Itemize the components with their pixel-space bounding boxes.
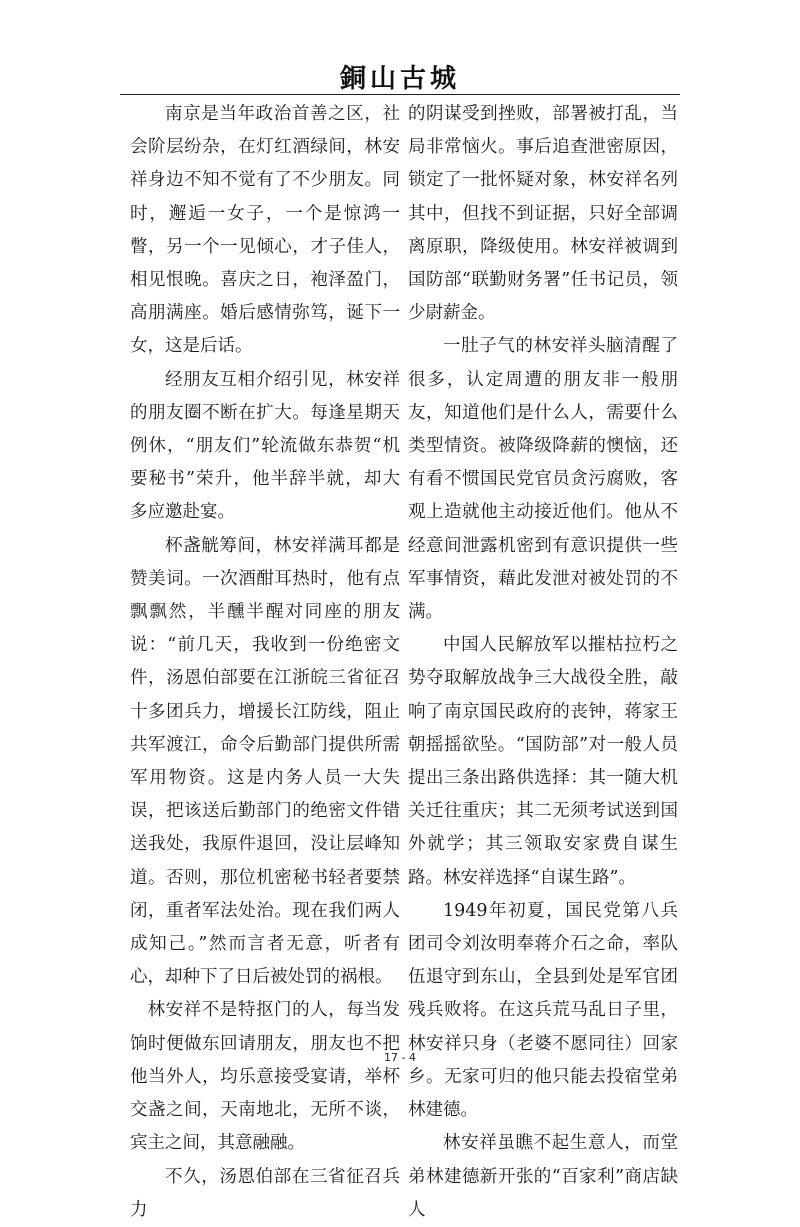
header-divider — [120, 94, 680, 95]
paragraph: 林安祥不是特抠门的人，每当发饷时便做东回请朋友，朋友也不把他当外人，均乐意接受宴请，举杯交盏之间，天南地北，无所不谈，宾主之间，其意融融。 — [130, 1000, 400, 1154]
page-header-title: 銅山古城 — [339, 64, 460, 94]
paragraph: 不久，汤恩伯部在三省征召兵力 — [130, 1166, 400, 1220]
page-number: 17 - 4 — [384, 1051, 416, 1064]
paragraph: 的阴谋受到挫败，部署被打乱，当局非常恼火。事后追查泄密原因，锁定了一批怀疑对象，林安祥名列其中，但找不到证据，只好全部调离原职，降级使用。林安祥被调到国防部“联勤财务署”任书记员，领少尉薪金。 — [408, 104, 678, 324]
paragraph: 林安祥虽瞧不起生意人，而堂弟林建德新开张的“百家利”商店缺人 — [408, 1133, 678, 1220]
paragraph: 经朋友互相介绍引见，林安祥的朋友圈不断在扩大。每逢星期天例休，“朋友们”轮流做东恭贺“机要秘书”荣升，他半辞半就，却大多应邀赴宴。 — [130, 369, 400, 523]
paragraph: 中国人民解放军以摧枯拉朽之势夺取解放战争三大战役全胜，敲响了南京国民政府的丧钟，蒋家王朝摇摇欲坠。“国防部”对一般人员提出三条出路供选择：其一随大机关迁往重庆；其二无须考试送到国外就学；其三领取安家费自谋生路。林安祥选择“自谋生路”。 — [408, 635, 678, 888]
paragraph: 南京是当年政治首善之区，社会阶层纷杂，在灯红酒绿间，林安祥身边不知不觉有了不少朋友。同时，邂逅一女子，一个是惊鸿一瞥，另一个一见倾心，才子佳人，相见恨晚。喜庆之日，袍泽盈门，高朋满座。婚后感情弥笃，诞下一女，这是后话。 — [130, 104, 400, 357]
paragraph: 1949年初夏，国民党第八兵团司令刘汝明奉蒋介石之命，率队伍退守到东山，全县到处是军官团残兵败将。在这兵荒马乱日子里，林安祥只身（老婆不愿同往）回家乡。无家可归的他只能去投宿堂弟林建德。 — [408, 900, 678, 1121]
paragraph: 一肚子气的林安祥头脑清醒了很多，认定周遭的朋友非一般朋友，知道他们是什么人，需要什么类型情资。被降级降薪的懊恼，还有看不惯国民党官员贪污腐败，客观上造就他主动接近他们。他从不经意间泄露机密到有意识提供一些军事情资，藉此发泄对被处罚的不满。 — [408, 336, 678, 623]
paragraph: 杯盏觥筹间，林安祥满耳都是赞美词。一次酒酣耳热时，他有点飘飘然，半醺半醒对同座的朋友说：“前几天，我收到一份绝密文件，汤恩伯部要在江浙皖三省征召十多团兵力，增援长江防线，阻止共军渡江，命令后勤部门提供所需军用物资。这是内务人员一大失误，把该送后勤部门的绝密文件错送我处，我原件退回，没让层峰知道。否则，那位机密秘书轻者要禁闭，重者军法处治。现在我们两人成知己。”然而言者无意，听者有心，却种下了日后被处罚的祸根。 — [130, 535, 400, 988]
